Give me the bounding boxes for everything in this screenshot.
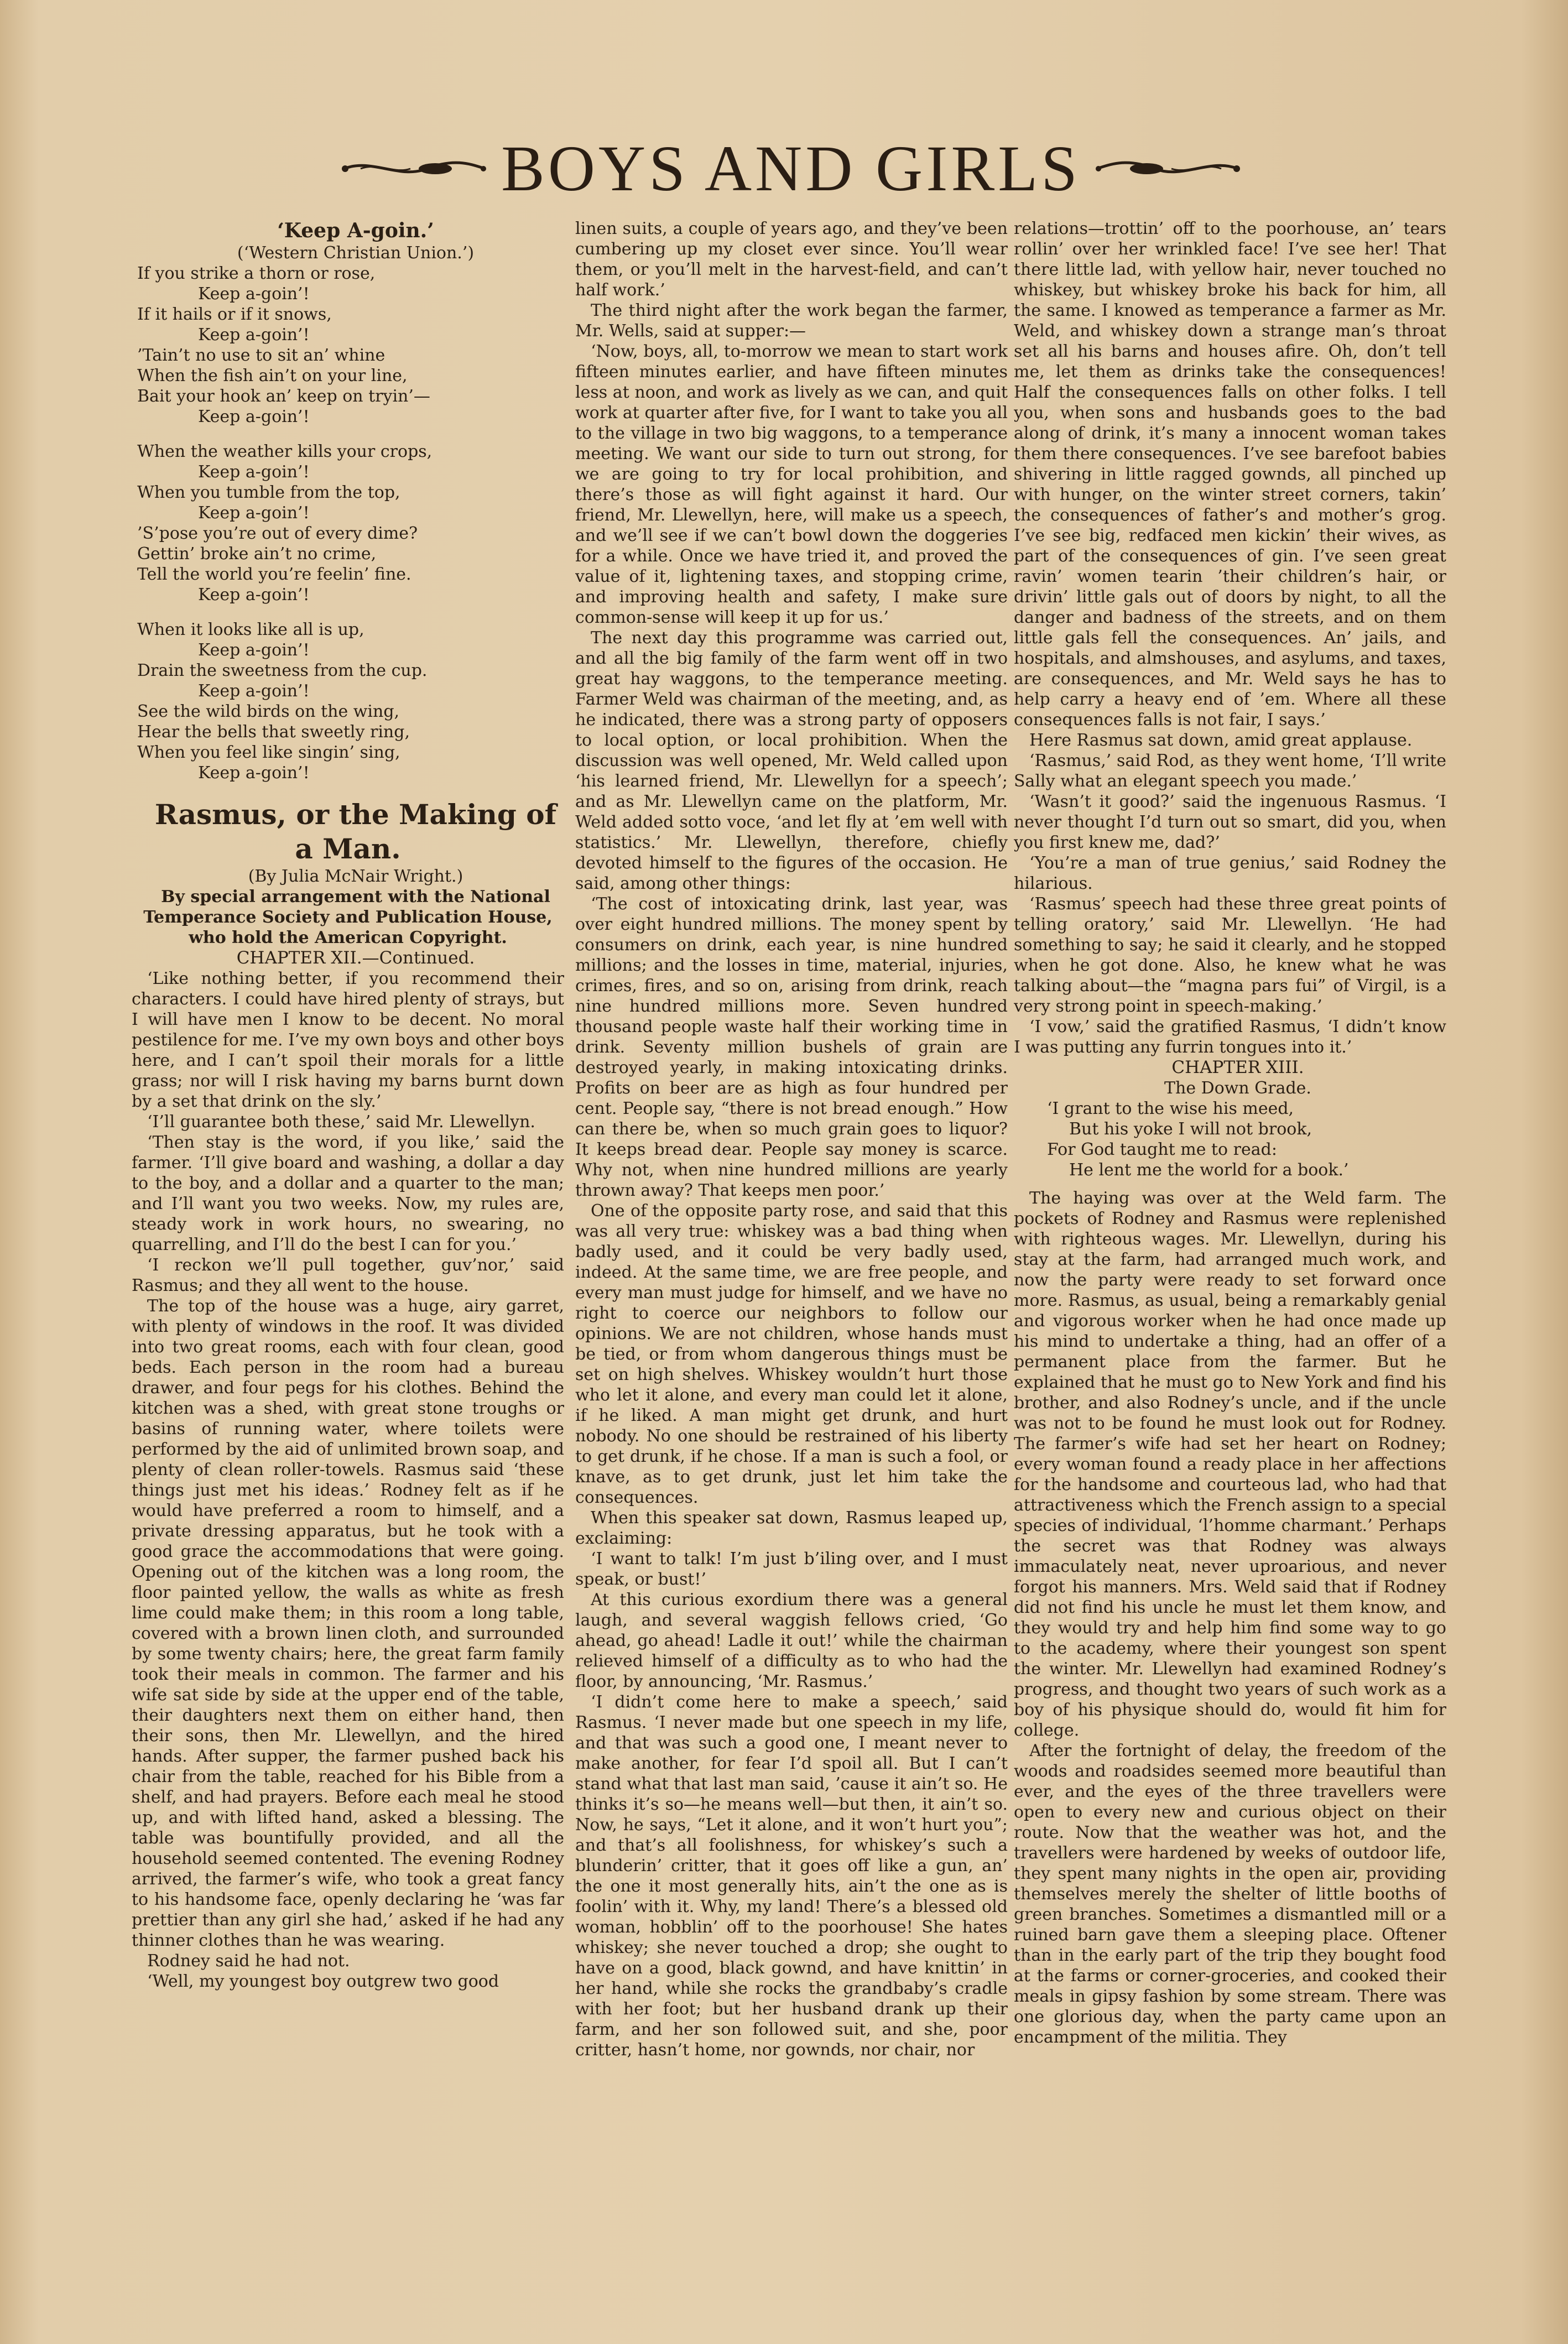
poem-line: If you strike a thorn or rose, bbox=[137, 264, 376, 283]
poem-stanza bbox=[137, 619, 564, 783]
masthead bbox=[238, 133, 1344, 205]
paragraph: ‘I reckon we’ll pull together, guv’nor,’ said Rasmus; and they all went to the house. bbox=[132, 1256, 564, 1295]
poem-line: See the wild birds on the wing, bbox=[137, 702, 400, 721]
poem-line: Keep a-goin’! bbox=[198, 763, 310, 783]
paragraph: The haying was over at the Weld farm. The pockets of Rodney and Rasmus were replenished with righteous wages. Mr. Llewellyn, during his stay at the farm, had arranged much work, and now the party were ready to set forward once more. Rasmus, as usual, being a remarkably genial and vigorous worker when he had once made up his mind to undertake a thing, had an offer of a permanent place from the farmer. But he explained that he must go to New York and find his brother, and also Rodney’s uncle, and if the uncle was not to be found he must look out for Rodney. The farmer’s wife had set her heart on Rodney; every woman found a ready place in her affections for the handsome and courteous lad, who had that attractiveness which the French assign to a special species of individual, ‘l’homme charmant.’ Perhaps the secret was that Rodney was always immaculately neat, never uproarious, and never forgot his manners. Mrs. Weld said that if Rodney did not find his uncle he must let them know, and they would try and help him find some way to go to the academy, where their youngest son spent the winter. Mr. Llewellyn had examined Rodney’s progress, and thought two years of such work as a boy of his physique should do, would fit him for college. bbox=[1014, 1189, 1446, 1740]
poem-stanza bbox=[137, 441, 564, 605]
poem-body bbox=[137, 263, 564, 783]
paragraph: ‘Rasmus,’ said Rod, as they went home, ‘I’ll write Sally what an elegant speech you made.’ bbox=[1014, 751, 1446, 791]
poem-source: (‘Western Christian Union.’) bbox=[237, 243, 475, 263]
paragraph: ‘I vow,’ said the gratified Rasmus, ‘I didn’t know I was putting any furrin tongues into it.’ bbox=[1014, 1017, 1446, 1057]
poem-line: When you tumble from the top, bbox=[137, 483, 400, 502]
poem-line: If it hails or if it snows, bbox=[137, 305, 332, 324]
verse-line: For God taught me to read: bbox=[1047, 1140, 1277, 1159]
poem-line: Keep a-goin’! bbox=[198, 503, 310, 523]
poem-line: ’Tain’t no use to sit an’ whine bbox=[137, 346, 386, 365]
column-3 bbox=[1014, 218, 1446, 2320]
poem-line: Drain the sweetness from the cup. bbox=[137, 661, 428, 680]
poem-line: Hear the bells that sweetly ring, bbox=[137, 722, 410, 742]
paragraph: The next day this programme was carried out, and all the big family of the farm went off in two great hay waggons, to the temperance meeting. Farmer Weld was chairman of the meeting, and, as he indicated, there was a strong party of opposers to local option, or local prohibition. When the discussion was well opened, Mr. Weld called upon ‘his learned friend, Mr. Llewellyn for a speech’; and as Mr. Llewellyn came on the platform, Mr. Weld added sotto voce, ‘and let fly at ’em well with statistics.’ Mr. Llewellyn, therefore, chiefly devoted himself to the figures of the occasion. He said, among other things: bbox=[575, 628, 1008, 893]
paragraph: ‘Well, my youngest boy outgrew two good bbox=[147, 1972, 499, 1991]
paragraph: The top of the house was a huge, airy garret, with plenty of windows in the roof. It was divided into two great rooms, each with four clean, good beds. Each person in the room had a bureau drawer, and four pegs for his clothes. Behind the kitchen was a shed, with great stone troughs or basins of running water, where toilets were performed by the aid of unlimited brown soap, and plenty of clean roller-towels. Rasmus said ‘these things just met his ideas.’ Rodney felt as if he would have preferred a room to himself, and a private dressing apparatus, but he took with a good grace the accommodations that were going. Opening out of the kitchen was a long room, the floor painted yellow, the walls as white as fresh lime could make them; in this room a long table, covered with a brown linen cloth, and surrounded by some twenty chairs; here, the great farm family took their meals in common. The farmer and his wife sat side by side at the upper end of the table, their daughters next them on either hand, then their sons, then Mr. Llewellyn, and the hired hands. After supper, the farmer pushed back his chair from the table, reached for his Bible from a shelf, and had prayers. Before each meal he stood up, and with lifted hand, asked a blessing. The table was bountifully provided, and all the household seemed contented. The evening Rodney arrived, the farmer’s wife, who took a great fancy to his handsome face, openly declaring he ‘was far prettier than any girl she had,’ asked if he had any thinner clothes than he was wearing. bbox=[132, 1296, 564, 1950]
poem-line: Tell the world you’re feelin’ fine. bbox=[137, 565, 411, 584]
paragraph: One of the opposite party rose, and said that this was all very true: whiskey was a bad thing when badly used, and it could be very badly used, indeed. At the same time, we are free people, and every man must judge for himself, and we have no right to coerce our neighbors to follow our opinions. We are not children, whose hands must be tied, or from whom dangerous things must be set on high shelves. Whiskey wouldn’t hurt those who let it alone, and every man could let it alone, if he liked. A man might get drunk, and hurt nobody. No one should be restrained of his liberty to get drunk, if he chose. If a man is such a fool, or knave, as to get drunk, just let him take the consequences. bbox=[575, 1201, 1008, 1507]
paragraph: ‘You’re a man of true genius,’ said Rodney the hilarious. bbox=[1014, 853, 1446, 893]
paragraph: ‘I’ll guarantee both these,’ said Mr. Llewellyn. bbox=[147, 1112, 535, 1132]
poem-line: When you feel like singin’ sing, bbox=[137, 743, 400, 762]
poem-line: Gettin’ broke ain’t no crime, bbox=[137, 544, 377, 564]
poem-line: Bait your hook an’ keep on tryin’— bbox=[137, 387, 430, 406]
poem-stanza bbox=[137, 263, 564, 427]
paragraph: ‘I want to talk! I’m just b’iling over, and I must speak, or bust!’ bbox=[575, 1549, 1008, 1589]
paragraph: Here Rasmus sat down, amid great applause. bbox=[1029, 731, 1413, 750]
poem-line: Keep a-goin’! bbox=[198, 325, 310, 345]
poem-title: ‘Keep A-goin.’ bbox=[277, 219, 434, 242]
paragraph: ‘Then stay is the word, if you like,’ said the farmer. ‘I’ll give board and washing, a dollar a day to the boy, and a dollar and a quarter to the man; and I’ll want you two weeks. Now, my rules are, steady work in work hours, no swearing, no quarrelling, and I’ll do the best I can for you.’ bbox=[132, 1133, 564, 1254]
poem-line: When the weather kills your crops, bbox=[137, 442, 433, 461]
paragraph: ‘I didn’t come here to make a speech,’ said Rasmus. ‘I never made but one speech in my life, and that was such a good one, I meant never to make another, for fear I’d spoil all. But I can’t stand what that last man said, ’cause it ain’t so. He thinks it’s so—he means well—but then, it ain’t so. Now, he says, “Let it alone, and it won’t hurt you”; and that’s all foolishness, for whiskey’s such a blunderin’ critter, that it goes off like a gun, an’ the one it most generally hits, ain’t the one as is foolin’ with it. Why, my land! There’s a blessed old woman, hobblin’ off to the poorhouse! She hates whiskey; she never touched a drop; she ought to have on a good, black gownd, and have knittin’ in her hand, while she rocks the grandbaby’s cradle with her foot; but her husband drank up their farm, and her son followed suit, and she, poor critter, hasn’t home, nor gownds, nor chair, nor bbox=[575, 1692, 1008, 2060]
column-2 bbox=[575, 218, 1008, 2320]
right-flourish-ornament bbox=[1094, 152, 1243, 185]
poem-line: Keep a-goin’! bbox=[198, 284, 310, 304]
paragraph: ‘Rasmus’ speech had these three great points of telling oratory,’ said Mr. Llewellyn. ‘He had something to say; he said it clearly, and he stopped when he got done. Also, he knew what he was talking about—the “magna pars fui” of Virgil, is a very strong point in speech-making.’ bbox=[1014, 894, 1446, 1016]
story-byline: (By Julia McNair Wright.) bbox=[248, 867, 463, 886]
paragraph: When this speaker sat down, Rasmus leaped up, exclaiming: bbox=[575, 1508, 1008, 1548]
poem-line: Keep a-goin’! bbox=[198, 640, 310, 660]
poem-line: When the fish ain’t on your line, bbox=[137, 366, 408, 386]
copyright-note: By special arrangement with the National Temperance Society and Publication House, who hold the American Copyright. bbox=[143, 887, 553, 947]
left-flourish-ornament bbox=[338, 152, 488, 185]
section-title: BOYS AND GIRLS bbox=[501, 132, 1081, 205]
paragraph: Rodney said he had not. bbox=[147, 1951, 350, 1971]
chapter-title: The Down Grade. bbox=[1164, 1079, 1311, 1098]
poem-line: Keep a-goin’! bbox=[198, 585, 310, 605]
paragraph: After the fortnight of delay, the freedom of the woods and roadsides seemed more beautiful than ever, and the eyes of the three travellers were open to every new and curious object on their route. Now that the weather was hot, and the travellers were hardened by weeks of outdoor life, they spent many nights in the open air, providing themselves merely the shelter of little booths of green branches. Sometimes a dismantled mill or a ruined barn gave them a sleeping place. Oftener than in the early part of the trip they bought food at the farms or corner-groceries, and cooked their meals in gipsy fashion by some stream. There was one glorious day, when the party came upon an encampment of the militia. They bbox=[1014, 1741, 1446, 2047]
chapter-verse bbox=[1047, 1098, 1446, 1180]
chapter-heading: CHAPTER XII.—Continued. bbox=[236, 948, 475, 968]
poem-line: ’S’pose you’re out of every dime? bbox=[137, 524, 418, 543]
paragraph: At this curious exordium there was a general laugh, and several waggish fellows cried, ‘Go ahead, go ahead! Ladle it out!’ while the chairman relieved himself of a difficulty as to who had the floor, by announcing, ‘Mr. Rasmus.’ bbox=[575, 1590, 1008, 1691]
paragraph: ‘Wasn’t it good?’ said the ingenuous Rasmus. ‘I never thought I’d turn out so smart, did you, when you first knew me, dad?’ bbox=[1014, 792, 1446, 852]
poem-line: Keep a-goin’! bbox=[198, 681, 310, 701]
column-1 bbox=[132, 218, 564, 2320]
paragraph: ‘The cost of intoxicating drink, last year, was over eight hundred millions. The money spent by consumers on drink, each year, is nine hundred millions; and the losses in time, material, injuries, crimes, fires, and so on, arising from drink, reach nine hundred millions more. Seven hundred thousand people waste half their working time in drink. Seventy million bushels of grain are destroyed yearly, in making intoxicating drinks. Profits on beer are as high as four hundred per cent. People say, “there is not bread enough.” How can there be, when so much grain goes to liquor? It keeps bread dear. People say money is scarce. Why not, when nine hundred millions are yearly thrown away? That keeps men poor.’ bbox=[575, 894, 1008, 1200]
poem-line: When it looks like all is up, bbox=[137, 620, 364, 639]
verse-line: He lent me the world for a book.’ bbox=[1069, 1160, 1349, 1180]
verse-line: But his yoke I will not brook, bbox=[1069, 1119, 1312, 1139]
paragraph: relations—trottin’ off to the poorhouse, an’ tears rollin’ over her wrinkled face! I’ve see her! That there little lad, with yellow hair, never touched no whiskey, but whiskey broke his back for him, all the same. I knowed as temperance a farmer as Mr. Weld, and whiskey down a strange man’s throat set all his barns and houses afire. Oh, don’t tell me, let them as drinks take the consequences! Half the consequences falls on other folks. I tell you, when sons and husbands goes to the bad along of drink, it’s many a innocent woman takes them there consequences. I’ve see barefoot babies shivering in little ragged gownds, all pinched up with hunger, on the winter street corners, takin’ the consequences of father’s and mother’s grog. I’ve see big, redfaced men kickin’ their wives, as part of the consequences of gin. I’ve seen great ravin’ women tearin ’their children’s hair, or drivin’ little gals out of doors by night, to all the danger and badness of the streets, and on them little gals fell the consequences. An’ jails, and hospitals, and almshouses, and asylums, and taxes, are consequences, and Mr. Weld says he has to help carry a heavy end of ’em. Where all these consequences falls is not fair, I says.’ bbox=[1014, 219, 1446, 730]
poem-line: Keep a-goin’! bbox=[198, 462, 310, 482]
paragraph: ‘Now, boys, all, to-morrow we mean to start work fifteen minutes earlier, and have fifteen minutes less at noon, and work as lively as we can, and quit work at quarter after five, for I want to take you all to the village in two big waggons, to a temperance meeting. We want our side to turn out strong, for we are going to try for local prohibition, and there’s those as will fight against it hard. Our friend, Mr. Llewellyn, here, will make us a speech, and we’ll see if we can’t bowl down the doggeries for a while. Once we have tried it, and proved the value of it, lightening taxes, and stopping crime, and improving health and safety, I make sure common-sense will keep it up for us.’ bbox=[575, 342, 1008, 627]
paragraph: ‘Like nothing better, if you recommend their characters. I could have hired plenty of strays, but I will have men I know to be decent. No moral pestilence for me. I’ve my own boys and other boys here, and I can’t spoil their morals for a little grass; nor will I risk having my barns burnt down by a set that drink on the sly.’ bbox=[132, 969, 564, 1111]
verse-line: ‘I grant to the wise his meed, bbox=[1047, 1099, 1294, 1118]
chapter-heading: CHAPTER XIII. bbox=[1171, 1058, 1304, 1077]
paragraph: The third night after the work began the farmer, Mr. Wells, said at supper:— bbox=[575, 301, 1008, 341]
poem-line: Keep a-goin’! bbox=[198, 407, 310, 426]
paragraph: linen suits, a couple of years ago, and they’ve been cumbering up my closet ever since. You’ll wear them, or you’ll melt in the harvest-field, and can’t half work.’ bbox=[575, 219, 1008, 300]
story-title: Rasmus, or the Making of a Man. bbox=[154, 798, 557, 865]
